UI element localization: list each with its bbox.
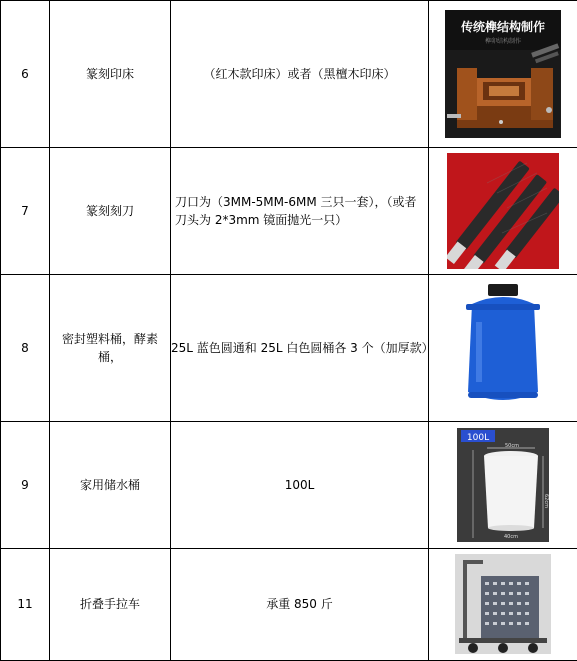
capacity-badge: 100L xyxy=(466,432,490,443)
item-name: 篆刻印床 xyxy=(50,1,171,148)
item-spec: 承重 850 斤 xyxy=(171,548,429,660)
item-image-cell xyxy=(429,1,577,148)
item-name: 篆刻刻刀 xyxy=(50,148,171,275)
item-name: 密封塑料桶，酵素桶， xyxy=(61,332,158,365)
blue-barrel-image xyxy=(458,282,548,414)
image-subtext: 榫卯结构制作 xyxy=(484,38,522,46)
table-row xyxy=(1,548,577,660)
row-number: 6 xyxy=(1,1,50,148)
item-image-cell xyxy=(429,275,577,421)
bottom-label: 40cm xyxy=(504,533,518,540)
table-row xyxy=(1,421,577,548)
item-spec: 100L xyxy=(171,421,429,548)
table-row xyxy=(1,148,577,275)
row-number: 7 xyxy=(1,148,50,275)
item-spec: 25L 蓝色圆通和 25L 白色圆桶各 3 个（加厚款） xyxy=(171,275,429,421)
row-number: 11 xyxy=(1,548,50,660)
item-image-cell xyxy=(429,148,577,275)
width-label: 50cm xyxy=(505,442,519,449)
item-spec: 刀口为（3MM-5MM-6MM 三只一套），（或者刀头为 2*3mm 镜面抛光一只） xyxy=(171,148,429,275)
water-bucket-image xyxy=(457,428,549,542)
table-row xyxy=(1,1,577,148)
item-name: 折叠手拉车 xyxy=(50,548,171,660)
hand-cart-image xyxy=(455,554,551,654)
table-row xyxy=(1,275,577,421)
item-spec: （红木款印床）或者（黑檀木印床） xyxy=(171,1,429,148)
item-image-cell xyxy=(429,548,577,660)
row-number: 8 xyxy=(1,275,50,421)
item-image-cell xyxy=(429,421,577,548)
image-banner: 传统榫结构制作 xyxy=(460,20,546,35)
height-label: 62cm xyxy=(543,493,549,508)
printing-bed-image xyxy=(445,10,561,138)
carving-knife-image xyxy=(447,153,559,269)
row-number: 9 xyxy=(1,421,50,548)
item-name: 家用储水桶 xyxy=(50,421,171,548)
